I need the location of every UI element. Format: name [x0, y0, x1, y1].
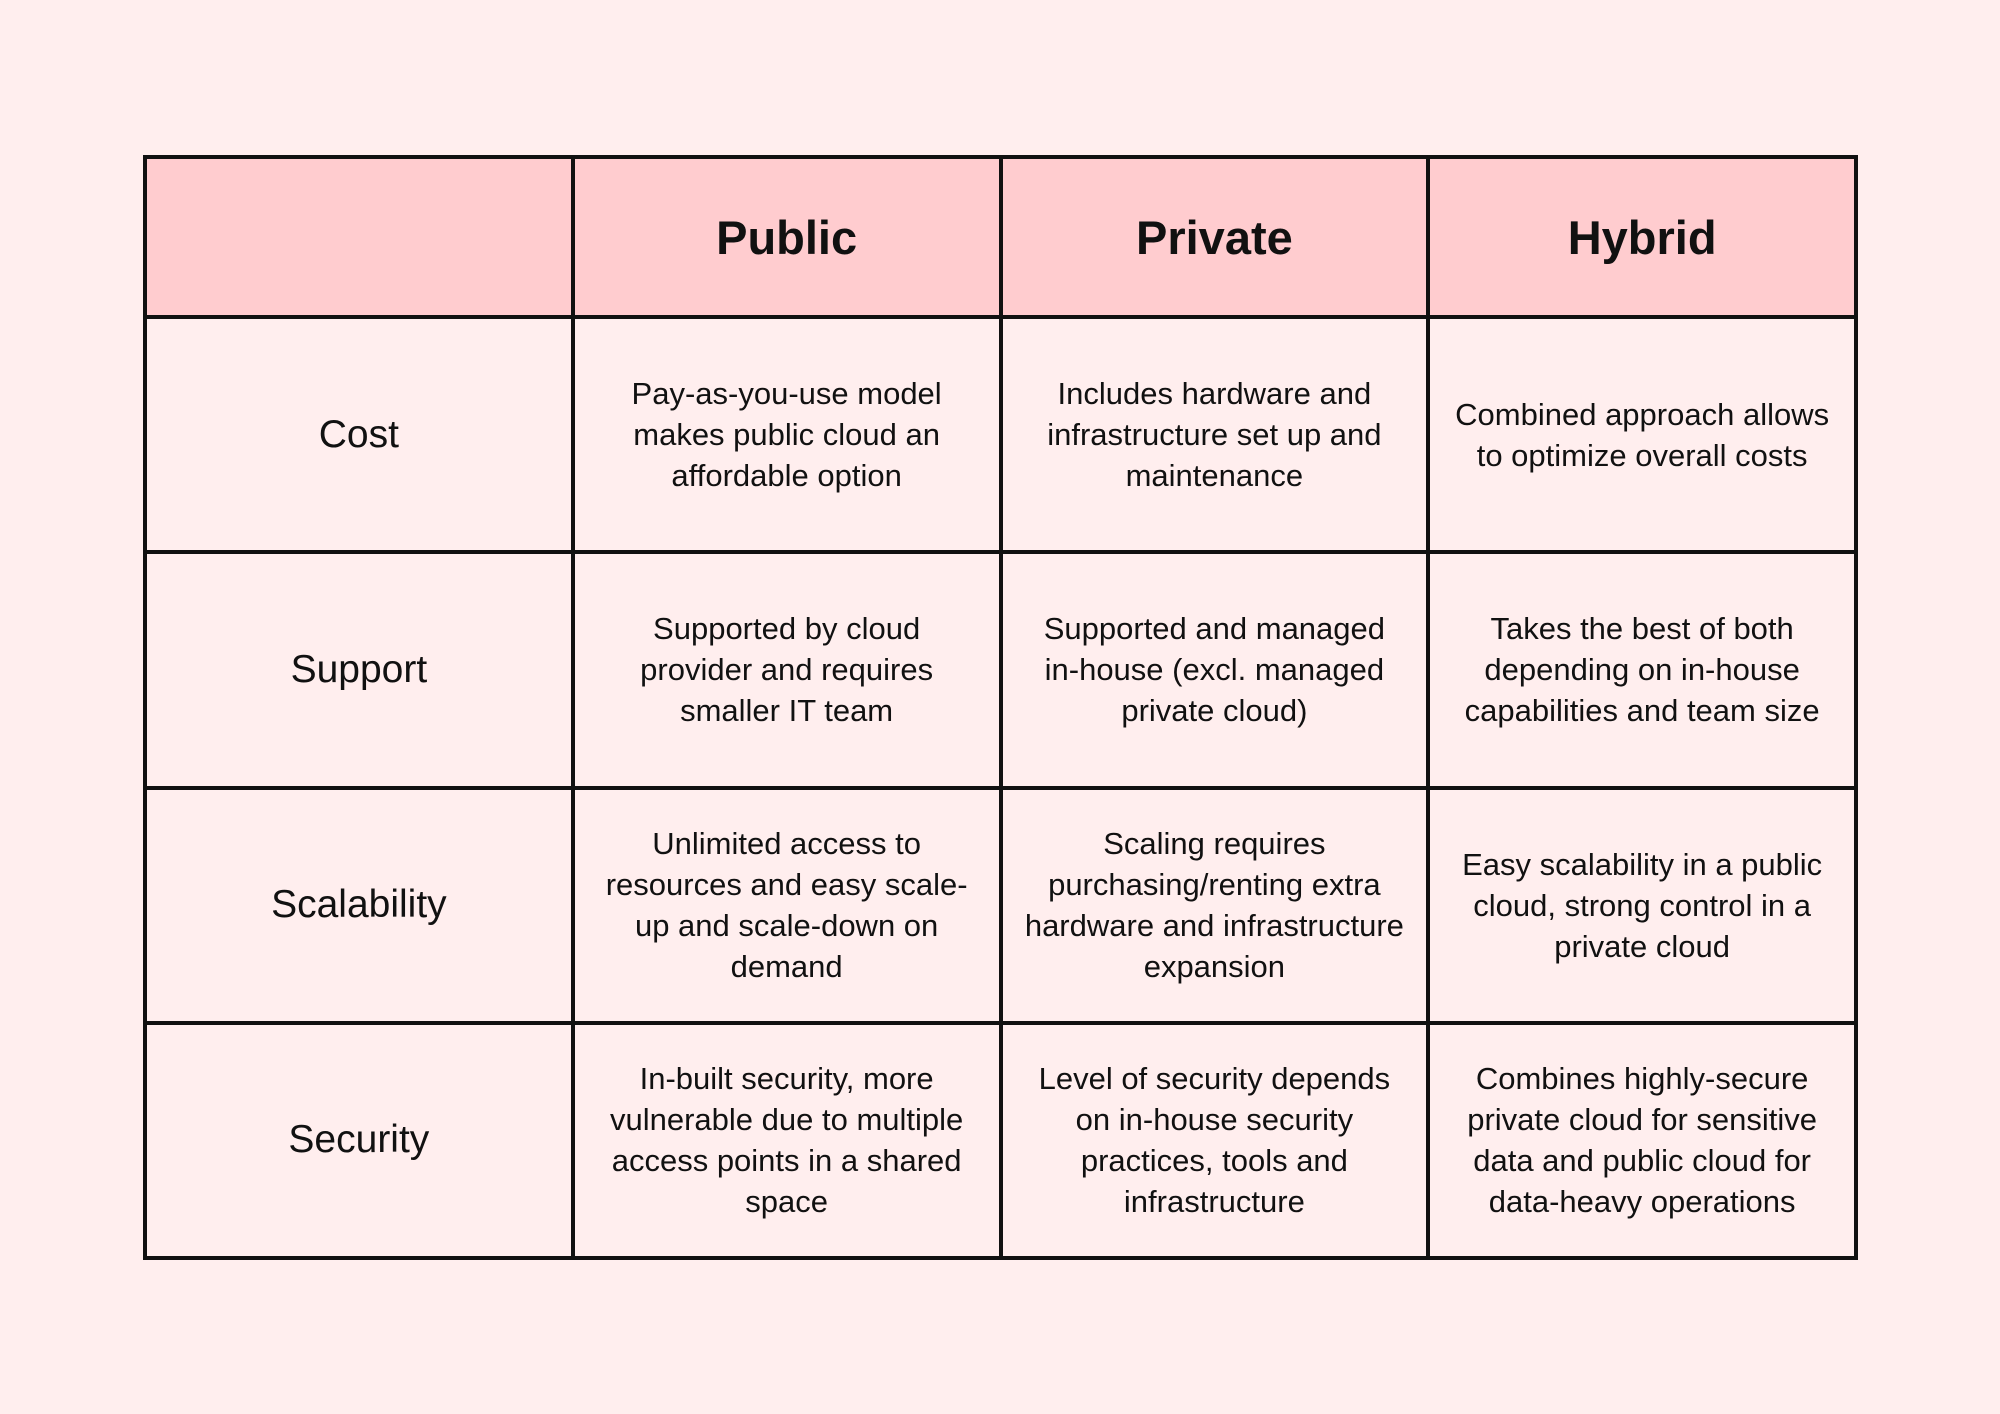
table-header-row — [145, 157, 1856, 317]
cell-security-public: In-built security, more vulnerable due to multiple access points in a shared space — [573, 1023, 1001, 1258]
cell-cost-private: Includes hardware and infrastructure set up and maintenance — [1001, 317, 1429, 552]
column-header-private: Private — [1001, 157, 1429, 317]
row-label-scalability: Scalability — [145, 788, 573, 1023]
cell-security-private: Level of security depends on in-house security practices, tools and infrastructure — [1001, 1023, 1429, 1258]
table-row-security — [145, 1023, 1856, 1258]
cell-scalability-hybrid: Easy scalability in a public cloud, strong control in a private cloud — [1428, 788, 1856, 1023]
cell-security-hybrid: Combines highly-secure private cloud for sensitive data and public cloud for data-heavy operations — [1428, 1023, 1856, 1258]
table-row-scalability — [145, 788, 1856, 1023]
row-label-support: Support — [145, 552, 573, 787]
table-row-support — [145, 552, 1856, 787]
row-label-security: Security — [145, 1023, 573, 1258]
cell-scalability-public: Unlimited access to resources and easy scale-up and scale-down on demand — [573, 788, 1001, 1023]
cell-scalability-private: Scaling requires purchasing/renting extra hardware and infrastructure expansion — [1001, 788, 1429, 1023]
corner-cell — [145, 157, 573, 317]
cell-support-hybrid: Takes the best of both depending on in-house capabilities and team size — [1428, 552, 1856, 787]
cell-cost-public: Pay-as-you-use model makes public cloud an affordable option — [573, 317, 1001, 552]
row-label-cost: Cost — [145, 317, 573, 552]
cloud-comparison-table — [143, 155, 1858, 1260]
cell-support-public: Supported by cloud provider and requires smaller IT team — [573, 552, 1001, 787]
table-row-cost — [145, 317, 1856, 552]
cell-cost-hybrid: Combined approach allows to optimize overall costs — [1428, 317, 1856, 552]
column-header-hybrid: Hybrid — [1428, 157, 1856, 317]
column-header-public: Public — [573, 157, 1001, 317]
cell-support-private: Supported and managed in-house (excl. managed private cloud) — [1001, 552, 1429, 787]
